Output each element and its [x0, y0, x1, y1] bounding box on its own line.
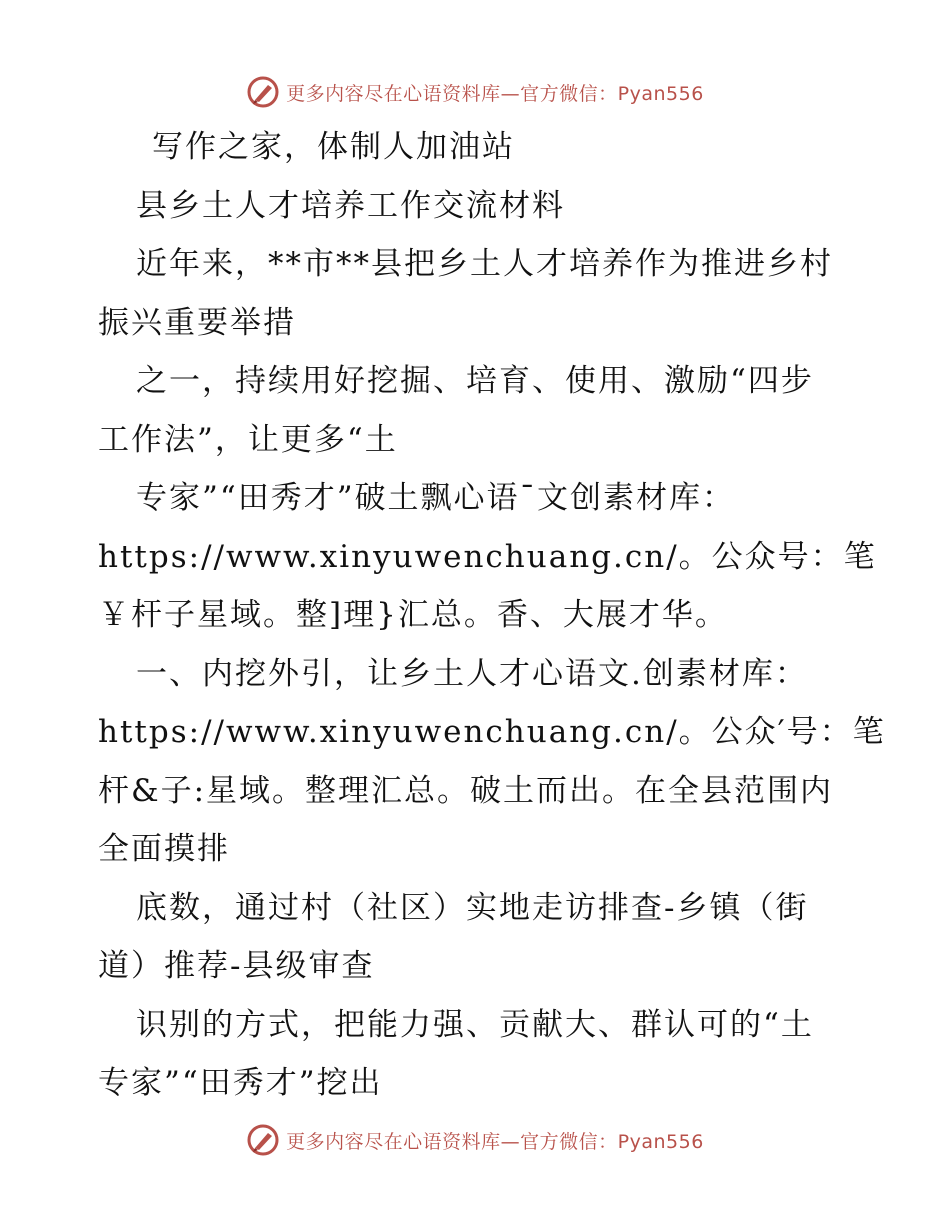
doc-line: 振兴重要举措 [98, 304, 296, 341]
doc-line: https://www.xinyuwenchuang.cn/。公众′号：笔 [98, 714, 886, 750]
doc-line: 杆&子:星域。整理汇总。破土而出。在全县范围内 [98, 772, 834, 809]
doc-line: 工作法”，让更多“土 [98, 421, 398, 458]
footer-banner [0, 1120, 950, 1160]
pen-circle-logo-icon [246, 75, 280, 109]
doc-title: 县乡土人才培养工作交流材料 [136, 187, 565, 224]
doc-line: 一、内挖外引，让乡土人才心语文.创素材库： [136, 655, 808, 692]
doc-line: 识别的方式，把能力强、贡献大、群认可的“土 [136, 1006, 814, 1043]
doc-line: 专家”“田秀才”挖出 [98, 1065, 383, 1101]
doc-line: 近年来，**市**县把乡土人才培养作为推进乡村 [136, 246, 833, 282]
doc-line: ￥杆子星域。整]理}汇总。香、大展才华。 [98, 597, 728, 633]
document-body [98, 118, 886, 1113]
doc-line: 全面摸排 [98, 831, 230, 867]
doc-line: 道）推荐-县级审查 [98, 948, 375, 984]
doc-line: 底数，通过村（社区）实地走访排查-乡镇（街 [136, 889, 809, 926]
doc-line: 之一，持续用好挖掘、培育、使用、激励“四步 [136, 363, 814, 399]
doc-line: 写作之家，体制人加油站 [152, 129, 515, 165]
doc-line: 专家”“田秀才”破土飘心语¯文创素材库： [136, 480, 736, 516]
banner-text: 更多内容尽在心语资料库—官方微信：Pyan556 [286, 82, 704, 105]
header-banner [0, 72, 950, 112]
pen-circle-logo-icon [246, 1123, 280, 1157]
doc-line: https://www.xinyuwenchuang.cn/。公众号：笔 [98, 538, 877, 575]
banner-text: 更多内容尽在心语资料库—官方微信：Pyan556 [286, 1130, 704, 1153]
